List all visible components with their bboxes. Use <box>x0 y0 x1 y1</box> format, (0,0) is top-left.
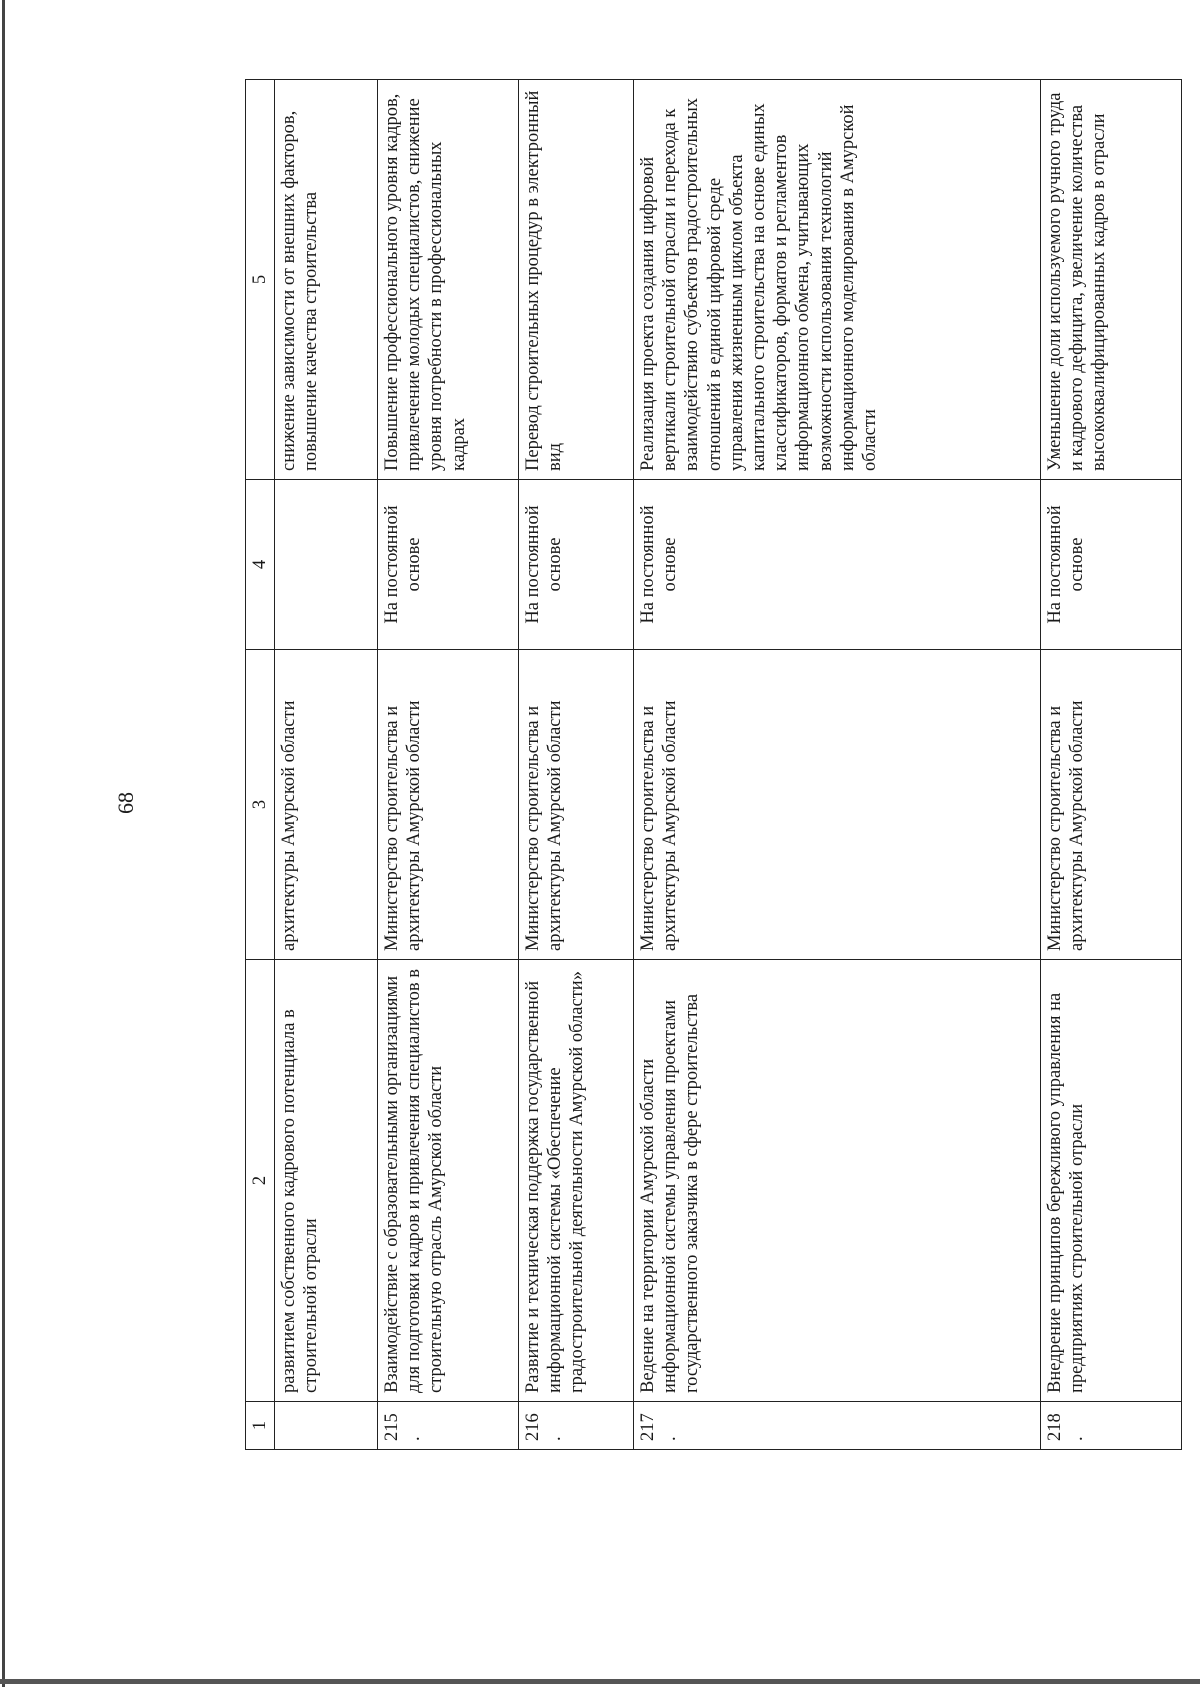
term-cell: На постоянной основе <box>1041 480 1182 650</box>
header-cell: 1 <box>246 1402 275 1450</box>
row-number-cell: 218. <box>1041 1402 1182 1450</box>
result-cell: Реализация проекта создания цифровой вертикали строительной отрасли и перехода к взаимодействию субъектов градостроительных отношений в единой цифровой среде управления жизненным циклом объекта капитального строительства на основе единых классификаторов, форматов и регламентов информационного обмена, учитывающих возможности использования технологий информационного моделирования в Амурской области <box>634 80 1041 480</box>
row-number-cell <box>275 1402 378 1450</box>
table-header-row <box>246 80 275 1450</box>
term-cell: На постоянной основе <box>519 480 634 650</box>
result-cell: Повышение профессионального уровня кадров, привлечение молодых специалистов, снижение уровня потребности в профессиональных кадрах <box>378 80 519 480</box>
executor-cell: Министерство строительства и архитектуры Амурской области <box>519 650 634 960</box>
header-cell: 5 <box>246 80 275 480</box>
result-cell: Перевод строительных процедур в электронный вид <box>519 80 634 480</box>
measure-cell: развитием собственного кадрового потенциала в строительной отрасли <box>275 960 378 1402</box>
executor-cell: Министерство строительства и архитектуры Амурской области <box>634 650 1041 960</box>
term-cell: На постоянной основе <box>378 480 519 650</box>
measure-cell: Взаимодействие с образовательными организациями для подготовки кадров и привлечения специалистов в строительную отрасль Амурской области <box>378 960 519 1402</box>
document-page <box>45 30 1145 1630</box>
result-cell: снижение зависимости от внешних факторов, повышение качества строительства <box>275 80 378 480</box>
measure-cell: Ведение на территории Амурской области информационной системы управления проектами государственного заказчика в сфере строительства <box>634 960 1041 1402</box>
header-cell: 2 <box>246 960 275 1402</box>
executor-cell: архитектуры Амурской области <box>275 650 378 960</box>
table-row <box>378 80 519 1450</box>
term-cell: На постоянной основе <box>634 480 1041 650</box>
table-row <box>634 80 1041 1450</box>
document-table <box>245 79 1182 1450</box>
header-cell: 4 <box>246 480 275 650</box>
scan-edge-bottom <box>0 1679 1200 1684</box>
table-row <box>1041 80 1182 1450</box>
result-cell: Уменьшение доли используемого ручного труда и кадрового дефицита, увеличение количества высококвалифицированных кадров в отрасли <box>1041 80 1182 480</box>
header-cell: 3 <box>246 650 275 960</box>
executor-cell: Министерство строительства и архитектуры Амурской области <box>378 650 519 960</box>
executor-cell: Министерство строительства и архитектуры Амурской области <box>1041 650 1182 960</box>
row-number-cell: 217. <box>634 1402 1041 1450</box>
table-row <box>519 80 634 1450</box>
scan-edge-left <box>2 0 5 1687</box>
table-row <box>275 80 378 1450</box>
page-number: 68 <box>113 792 138 814</box>
measure-cell: Развитие и техническая поддержка государственной информационной системы «Обеспечение градостроительной деятельности Амурской области» <box>519 960 634 1402</box>
row-number-cell: 215. <box>378 1402 519 1450</box>
row-number-cell: 216. <box>519 1402 634 1450</box>
measure-cell: Внедрение принципов бережливого управления на предприятиях строительной отрасли <box>1041 960 1182 1402</box>
term-cell <box>275 480 378 650</box>
